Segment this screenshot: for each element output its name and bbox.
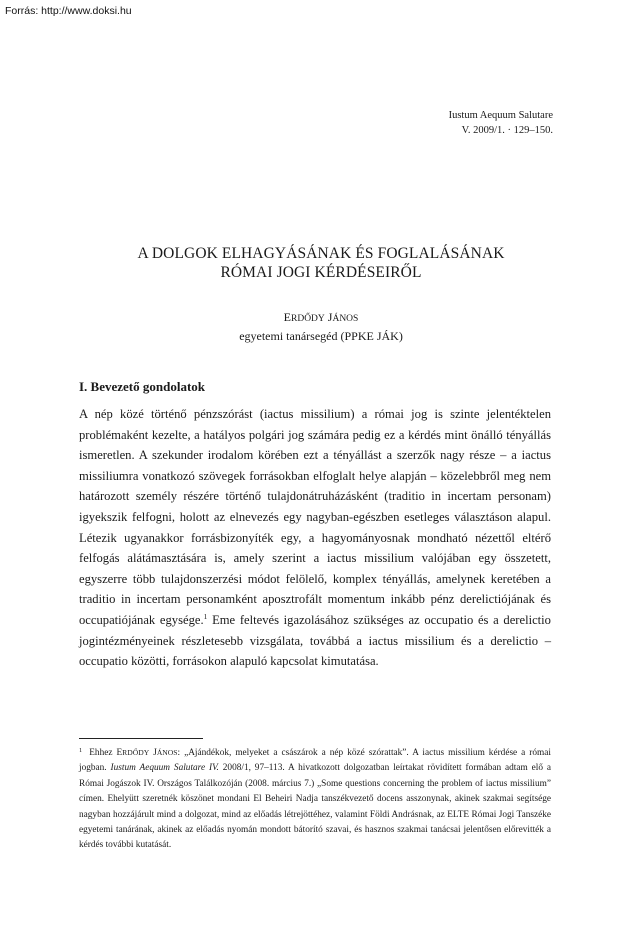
footnote-author-initial-j: J xyxy=(153,748,157,758)
body-text-part-1: A nép közé történő pénzszórást (iactus missilium) a római jog is szinte jelentéktelen problémaként kezelte, a hatályos polgári jog számára pedig ez a kérdés mint önálló tényállás ismeretlen. A szekunder irodalom körében ezt a tényállást a szerzők nagy része – a iactus missiliumra vonatkozó szövegek forrásokban elfoglalt helye alapján – közelebbről meg nem határozott személy részére történő tulajdonátruházásként (traditio in incertam personam) igyekszik felfogni, holott az elnevezés egy nagyban-egészben esetleges választáson alapul. Létezik ugyanakkor forrásbizonyíték egy, a hagyományosnak mondható nézettől eltérő felfogás alátámasztására is, amely szerint a iactus missilium valójában egy összetett, egyszerre több tulajdonszerzési módot felölelő, komplex tényállás, amelynek keretében a traditio in incertam personamként aposztrofált momentum inkább pénz derelictiójának és occupatiójának egysége. xyxy=(79,407,551,627)
footnote-author-initial-e: E xyxy=(116,748,123,758)
footnote-reference[interactable]: 1 xyxy=(203,611,208,621)
body-paragraph xyxy=(79,404,551,672)
author-given-initial: J xyxy=(327,310,333,324)
article-title xyxy=(0,244,642,282)
footnote-journal: Iustum Aequum Salutare IV. xyxy=(110,763,219,774)
journal-issue: V. 2009/1. · 129–150. xyxy=(461,125,553,136)
source-url-line: Forrás: http://www.doksi.hu xyxy=(5,5,132,17)
author-affiliation: egyetemi tanársegéd (PPKE JÁK) xyxy=(239,329,403,343)
title-line-1: A DOLGOK ELHAGYÁSÁNAK ÉS FOGLALÁSÁNAK xyxy=(137,245,505,262)
author-surname-rest: RDŐDY xyxy=(291,314,325,324)
footnote-author-rest-e: RDŐDY xyxy=(122,748,150,757)
journal-header xyxy=(449,108,553,138)
footnote-divider xyxy=(79,738,203,739)
footnote-intro: Ehhez xyxy=(89,748,117,758)
section-heading: I. Bevezető gondolatok xyxy=(79,379,206,394)
author-name xyxy=(0,309,642,328)
title-line-2: RÓMAI JOGI KÉRDÉSEIRŐL xyxy=(220,264,422,281)
journal-name: Iustum Aequum Salutare xyxy=(448,110,553,121)
footnote-number: 1 xyxy=(79,747,83,754)
author-surname-initial: E xyxy=(283,310,291,324)
body-text-part-2: Eme feltevés igazolásához szükséges az occupatio és a derelictio jogintézményeinek részletesebb vizsgálata, továbbá a iactus missilium és a derelictio – occupatio közötti, forrásokon alapuló kapcsolat kimutatása. xyxy=(79,612,551,669)
footnote-citation-title: : „Ajándékok, melyeket a császárok a nép közé szórattak”. A iactus missilium kérdése a római jogban. xyxy=(79,748,551,774)
footnote-text: 2008/1, 97–113. A hivatkozott dolgozatban leírtakat rövidített formában adtam elő a Római Jogászok IV. Országos Találkozóján (2008. március 7.) „Some questions concerning the problem of iactus missilium” címen. Ehelyütt szeretnék köszönet mondani El Beheiri Nadja tanszékvezető docens asszonynak, akinek szakmai segítsége nagyban hozzájárult mind a dolgozat, mind az előadás létrejöttéhez, valamint Földi Andrásnak, az ELTE Római Jogi Tanszéke egyetemi tanárának, akinek az előadás nyomán mondott bátorító szavai, és hasznos szakmai tanácsai jelentősen előrevitték a kérdés további kutatását. xyxy=(79,763,552,851)
footnote-author-rest-j: ÁNOS xyxy=(156,748,178,757)
author-block xyxy=(0,309,642,345)
author-given-rest: ÁNOS xyxy=(332,314,359,324)
footnote xyxy=(79,745,551,854)
